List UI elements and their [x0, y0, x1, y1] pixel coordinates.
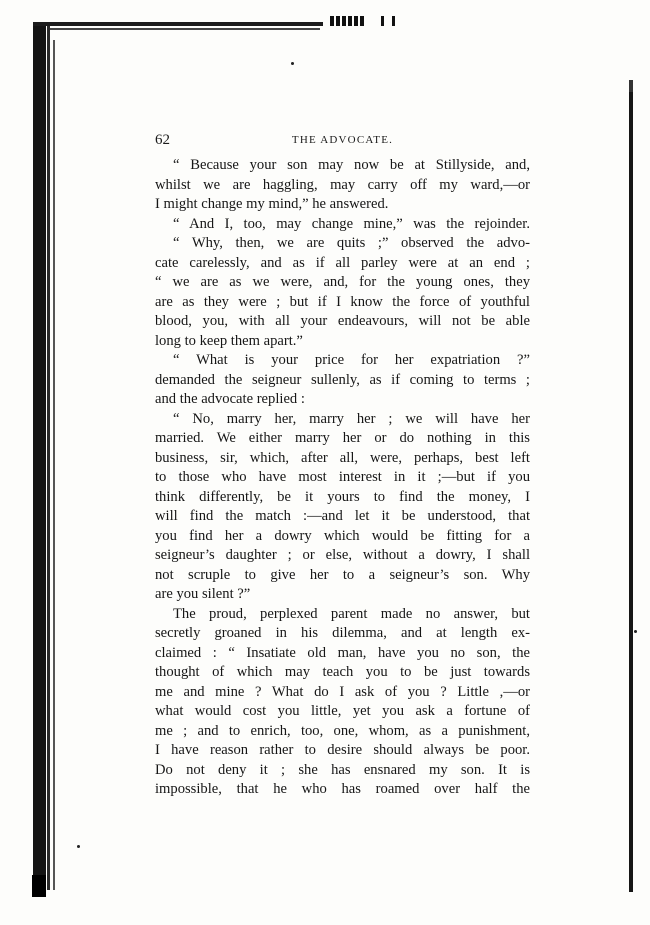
text-line: “ No, marry her, marry her ; we will have her [173, 410, 530, 427]
scan-speck [291, 62, 294, 65]
right-edge-mark [629, 80, 633, 92]
text-line: “ we are as we were, and, for the young ones, they [155, 274, 530, 290]
top-scan-tick [381, 16, 384, 26]
right-page-edge [629, 92, 633, 892]
text-line: me ; and to enrich, too, one, whom, as a punishment, [155, 722, 530, 739]
text-line: to those who have most interest in it ;—but if you [155, 469, 530, 485]
text-line: impossible, that he who has roamed over half the [155, 781, 530, 797]
binding-edge-shadow [53, 40, 55, 890]
body-text [155, 156, 530, 800]
text-line: “ Because your son may now be at Stillyside, and, [173, 157, 530, 173]
text-line: Do not deny it ; she has ensnared my son. It is [155, 761, 530, 778]
text-line: me and mine ? What do I ask of you ? Little ,—or [155, 683, 530, 700]
text-line: business, sir, which, after all, were, perhaps, best left [155, 449, 530, 466]
text-line: “ And I, too, may change mine,” was the rejoinder. [173, 215, 530, 232]
top-edge-rule-inner [50, 28, 320, 30]
top-scan-tick [392, 16, 395, 26]
text-line: secretly groaned in his dilemma, and at length ex- [155, 625, 530, 641]
text-line: are you silent ?” [155, 586, 251, 602]
text-line: will find the match :—and let it be understood, that [155, 508, 530, 524]
page-number: 62 [155, 132, 170, 148]
text-line: I have reason rather to desire should always be poor. [155, 742, 530, 758]
text-line: long to keep them apart.” [155, 332, 303, 349]
binding-edge-foot [32, 875, 46, 897]
text-line: are as they were ; but if I know the force of youthful [155, 293, 530, 310]
text-line: what would cost you little, yet you ask a fortune of [155, 703, 530, 719]
text-line: demanded the seigneur sullenly, as if coming to terms ; [155, 371, 530, 388]
text-line: claimed : “ Insatiate old man, have you no son, the [155, 644, 530, 661]
text-line: whilst we are haggling, may carry off my ward,—or [155, 176, 530, 193]
scan-speck [77, 845, 80, 848]
text-line: seigneur’s daughter ; or else, without a dowry, I shall [155, 547, 530, 563]
running-title: THE ADVOCATE. [291, 134, 394, 146]
text-line: not scruple to give her to a seigneur’s son. Why [155, 566, 530, 583]
running-head [155, 132, 530, 150]
text-line: “ What is your price for her expatriation ?” [173, 352, 530, 368]
text-line: I might change my mind,” he answered. [155, 196, 389, 212]
text-line: think differently, be it yours to find the money, I [155, 488, 530, 505]
text-line: and the advocate replied : [155, 391, 305, 407]
scan-speck [634, 630, 637, 633]
text-line: you find her a dowry which would be fitting for a [155, 527, 530, 544]
text-line: thought of which may teach you to be just towards [155, 664, 530, 680]
text-line: cate carelessly, and as if all parley were at an end ; [155, 254, 530, 271]
binding-edge [33, 22, 46, 892]
top-scan-marks [330, 16, 364, 26]
text-line: “ Why, then, we are quits ;” observed the advo- [173, 235, 530, 251]
text-line: blood, you, with all your endeavours, will not be able [155, 313, 530, 329]
binding-edge-inner [47, 24, 50, 890]
top-edge-rule [33, 22, 323, 26]
text-line: married. We either marry her or do nothing in this [155, 430, 530, 446]
text-line: The proud, perplexed parent made no answer, but [173, 605, 530, 622]
